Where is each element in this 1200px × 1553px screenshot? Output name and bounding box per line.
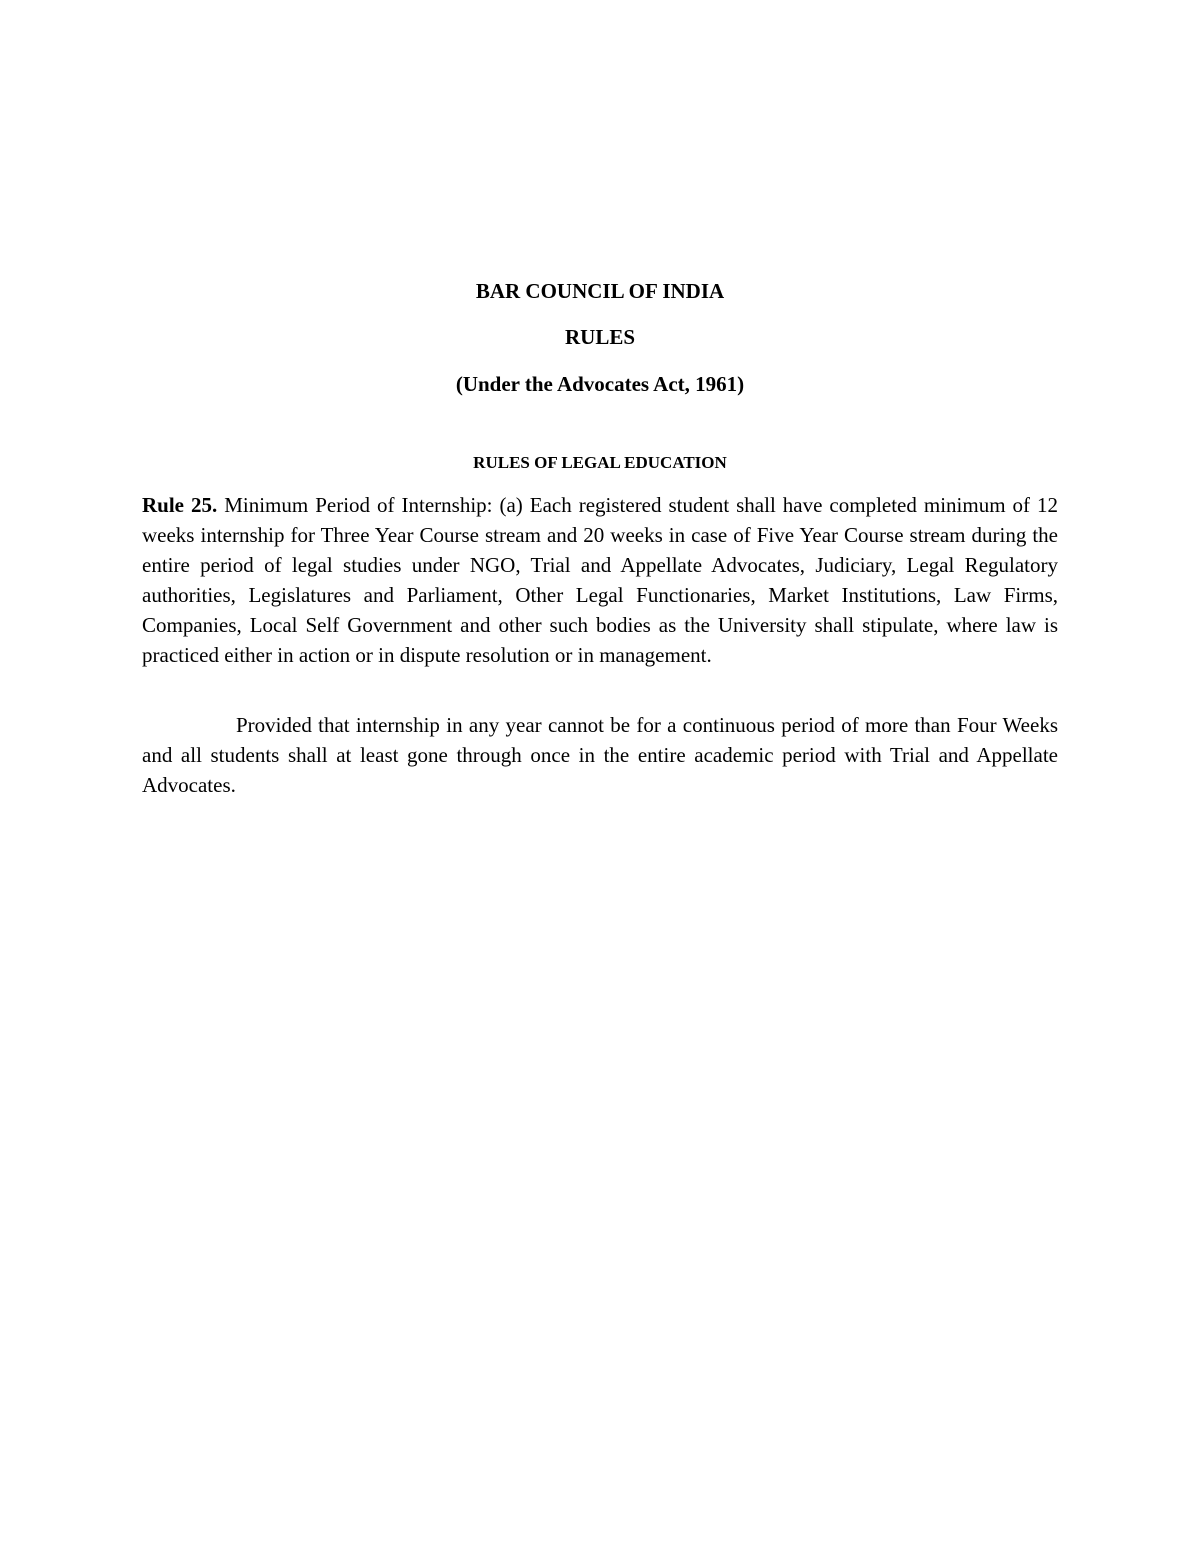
document-act-reference: (Under the Advocates Act, 1961) xyxy=(455,372,745,396)
document-title: BAR COUNCIL OF INDIA xyxy=(475,279,725,303)
rule-label: Rule 25. xyxy=(142,493,218,517)
section-heading: RULES OF LEGAL EDUCATION xyxy=(473,453,727,472)
rule-paragraph xyxy=(142,490,1058,670)
proviso-paragraph: Provided that internship in any year cannot be for a continuous period of more than Four Weeks and all students shall at least gone through once in the entire academic period with Trial and Appellate Advocates. xyxy=(142,713,1058,797)
rule-text: Minimum Period of Internship: (a) Each registered student shall have completed minimum of 12 weeks internship for Three Year Course stream and 20 weeks in case of Five Year Course stream during the entire period of legal studies under NGO, Trial and Appellate Advocates, Judiciary, Legal Regulatory authorities, Legislatures and Parliament, Other Legal Functionaries, Market Institutions, Law Firms, Companies, Local Self Government and other such bodies as the University shall stipulate, where law is practiced either in action or in dispute resolution or in management. xyxy=(142,493,1058,667)
document-subtitle: RULES xyxy=(564,325,636,349)
